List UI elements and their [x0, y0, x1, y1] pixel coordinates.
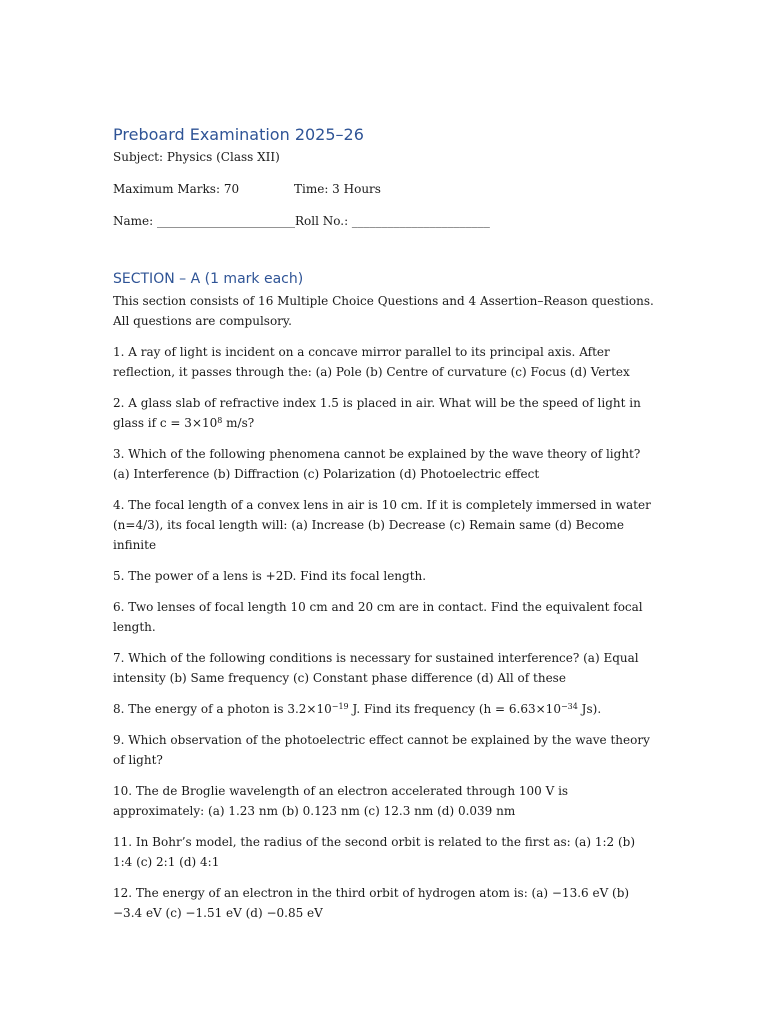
section-a-instructions: This section consists of 16 Multiple Choice Questions and 4 Assertion–Reason questions. All questions are compulsory.: [113, 294, 654, 328]
question-2-text-end: m/s?: [222, 416, 255, 430]
question-2-text: 2. A glass slab of refractive index 1.5 is placed in air. What will be the speed of light in glass if c = 3×10: [113, 396, 641, 430]
section-a-heading: SECTION – A (1 mark each): [113, 271, 304, 287]
page-title: Preboard Examination 2025–26: [113, 125, 364, 144]
question-5: 5. The power of a lens is +2D. Find its focal length.: [113, 569, 427, 583]
name-field: Name: _______________________: [113, 214, 295, 228]
question-1: 1. A ray of light is incident on a concave mirror parallel to its principal axis. After reflection, it passes through the: (a) Pole (b) Centre of curvature (c) Focus (d) Vertex: [113, 345, 630, 379]
question-8-text: 8. The energy of a photon is 3.2×10: [113, 702, 332, 716]
subject-line: Subject: Physics (Class XII): [113, 150, 280, 164]
question-4: 4. The focal length of a convex lens in air is 10 cm. If it is completely immersed in water (n=4/3), its focal length will: (a) Increase (b) Decrease (c) Remain same (d) Become infinite: [113, 498, 651, 552]
roll-field: Roll No.: _______________________: [295, 214, 490, 228]
question-10: 10. The de Broglie wavelength of an electron accelerated through 100 V is approximately: (a) 1.23 nm (b) 0.123 nm (c) 12.3 nm (d) 0.039 nm: [113, 784, 569, 818]
question-8: [113, 699, 658, 719]
question-8-exponent-1: −19: [331, 702, 349, 711]
question-11: 11. In Bohr’s model, the radius of the second orbit is related to the first as: (a) 1:2 (b) 1:4 (c) 2:1 (d) 4:1: [113, 835, 635, 869]
question-6: 6. Two lenses of focal length 10 cm and 20 cm are in contact. Find the equivalent focal length.: [113, 600, 643, 634]
question-2-exponent: 8: [217, 416, 223, 425]
time-allowed: Time: 3 Hours: [294, 182, 381, 196]
question-2: [113, 393, 658, 433]
question-12: 12. The energy of an electron in the third orbit of hydrogen atom is: (a) −13.6 eV (b) −3.4 eV (c) −1.51 eV (d) −0.85 eV: [113, 886, 630, 920]
question-3: 3. Which of the following phenomena cannot be explained by the wave theory of light? (a) Interference (b) Diffraction (c) Polarization (d) Photoelectric effect: [113, 447, 641, 481]
exam-page: [113, 124, 658, 934]
question-8-exponent-2: −34: [560, 702, 578, 711]
question-9: 9. Which observation of the photoelectric effect cannot be explained by the wave theory of light?: [113, 733, 650, 767]
question-7: 7. Which of the following conditions is necessary for sustained interference? (a) Equal intensity (b) Same frequency (c) Constant phase difference (d) All of these: [113, 651, 639, 685]
question-8-text-end: Js).: [577, 702, 602, 716]
question-8-text-mid: J. Find its frequency (h = 6.63×10: [348, 702, 561, 716]
marks-time-row: [113, 179, 658, 199]
max-marks: Maximum Marks: 70: [113, 182, 240, 196]
name-roll-row: [113, 211, 658, 231]
